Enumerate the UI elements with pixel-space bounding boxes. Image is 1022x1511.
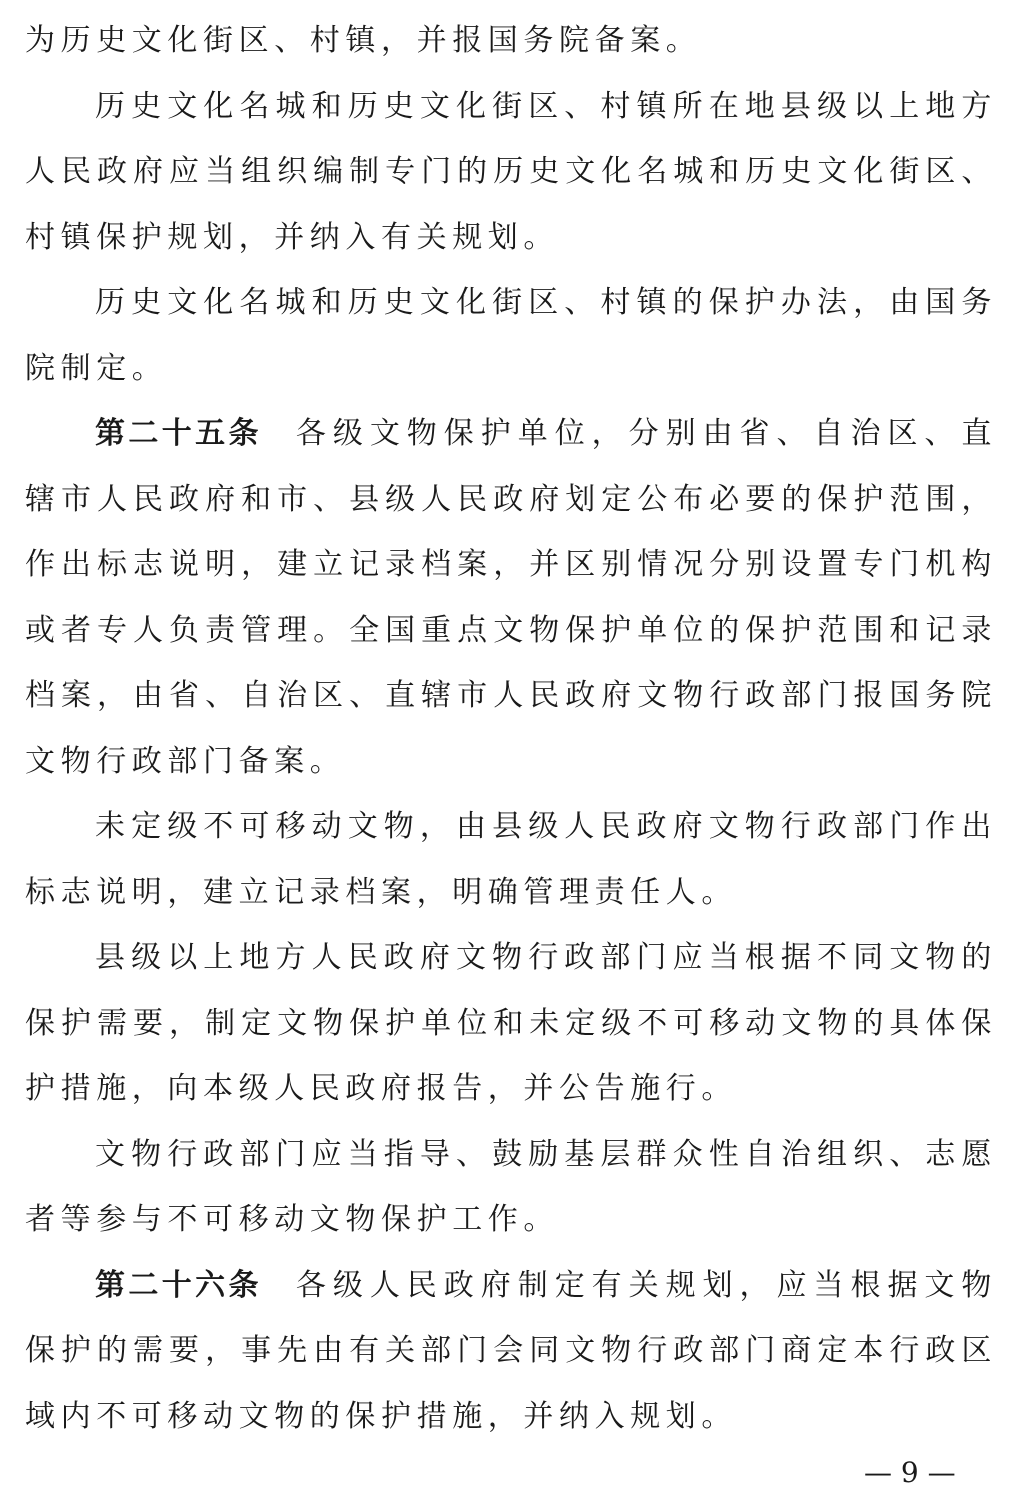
page-number: — 9 — (864, 1456, 956, 1489)
article-number: 第二十五条 (95, 416, 262, 451)
article-number: 第二十六条 (95, 1267, 262, 1303)
paragraph-text: 历史文化名城和历史文化街区、村镇的保护办法，由国务院制定。 (25, 285, 997, 386)
paragraph-text: 县级以上地方人民政府文物行政部门应当根据不同文物的保护需要，制定文物保护单位和未定级不可移动文物的具体保护措施，向本级人民政府报告，并公告施行。 (25, 940, 997, 1106)
paragraph-2 (25, 74, 997, 271)
paragraph-3 (25, 270, 997, 401)
article-25 (25, 401, 997, 794)
paragraph-1 (25, 8, 997, 74)
paragraph-text: 历史文化名城和历史文化街区、村镇所在地县级以上地方人民政府应当组织编制专门的历史文化名城和历史文化街区、村镇保护规划，并纳入有关规划。 (25, 88, 997, 255)
paragraph-text: 各级人民政府制定有关规划，应当根据文物保护的需要，事先由有关部门会同文物行政部门商定本行政区域内不可移动文物的保护措施，并纳入规划。 (25, 1267, 997, 1434)
article-26 (25, 1253, 997, 1450)
paragraph-text: 未定级不可移动文物，由县级人民政府文物行政部门作出标志说明，建立记录档案，明确管理责任人。 (25, 809, 997, 910)
paragraph-6 (25, 925, 997, 1122)
paragraph-text: 为历史文化街区、村镇，并报国务院备案。 (25, 23, 702, 58)
paragraph-7 (25, 1122, 997, 1253)
paragraph-text: 各级文物保护单位，分别由省、自治区、直辖市人民政府和市、县级人民政府划定公布必要的保护范围，作出标志说明，建立记录档案，并区别情况分别设置专门机构或者专人负责管理。全国重点文物保护单位的保护范围和记录档案，由省、自治区、直辖市人民政府文物行政部门报国务院文物行政部门备案。 (25, 416, 997, 779)
document-body (25, 8, 997, 1449)
paragraph-5 (25, 794, 997, 925)
paragraph-text: 文物行政部门应当指导、鼓励基层群众性自治组织、志愿者等参与不可移动文物保护工作。 (25, 1136, 997, 1237)
